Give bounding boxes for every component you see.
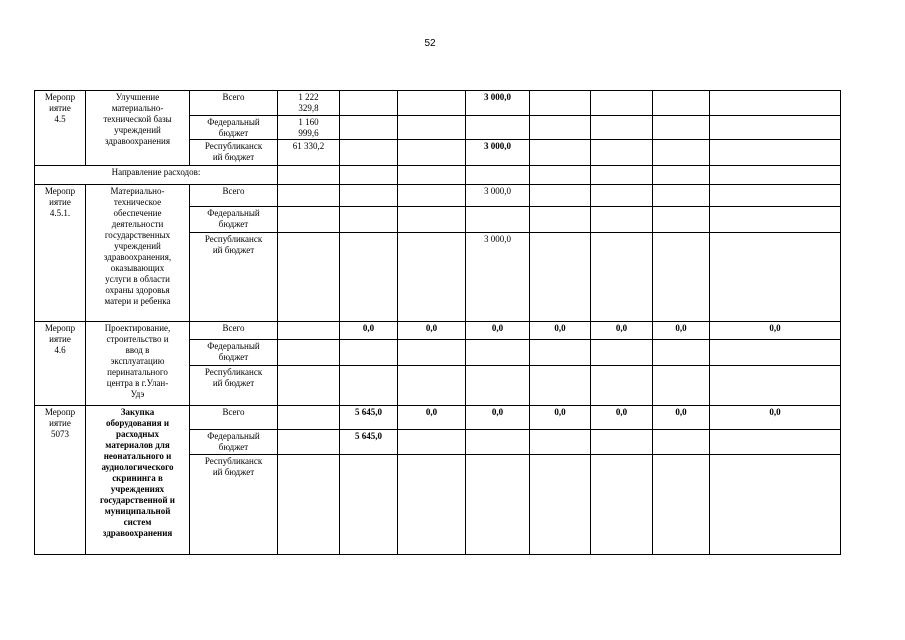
funding-source: Всего <box>190 185 278 207</box>
value-cell: 3 000,0 <box>466 233 530 322</box>
amount-cell: 61 330,2 <box>278 140 340 166</box>
funding-source: Республиканск ий бюджет <box>190 366 278 406</box>
page-number: 52 <box>424 38 436 49</box>
value-cell: 0,0 <box>530 322 591 340</box>
value-cell <box>466 207 530 233</box>
table-row <box>35 91 841 116</box>
measure-code: Меропр иятие 4.6 <box>35 322 86 406</box>
budget-table <box>34 90 841 555</box>
measure-code: Меропр иятие 4.5.1. <box>35 185 86 322</box>
amount-cell: 1 160 999,6 <box>278 116 340 140</box>
value-cell <box>466 116 530 140</box>
direction-label: Направление расходов: <box>35 166 278 185</box>
value-cell: 0,0 <box>466 406 530 430</box>
value-cell: 0,0 <box>398 406 466 430</box>
value-cell: 5 645,0 <box>340 430 398 455</box>
table-row <box>35 166 841 185</box>
funding-source: Всего <box>190 322 278 340</box>
value-cell: 3 000,0 <box>466 140 530 166</box>
table-row <box>35 406 841 430</box>
funding-source: Федеральный бюджет <box>190 207 278 233</box>
amount-cell: 1 222 329,8 <box>278 91 340 116</box>
value-cell: 0,0 <box>466 322 530 340</box>
funding-source: Федеральный бюджет <box>190 340 278 366</box>
value-cell: 0,0 <box>710 406 841 430</box>
value-cell: 5 645,0 <box>340 406 398 430</box>
measure-name: Закупка оборудования и расходных материалов для неонатального и аудиологического скрининга в учреждениях государственной и муниципальной систем здравоохранения <box>86 406 190 555</box>
value-cell: 3 000,0 <box>466 91 530 116</box>
value-cell: 0,0 <box>653 322 710 340</box>
funding-source: Всего <box>190 91 278 116</box>
funding-source: Федеральный бюджет <box>190 116 278 140</box>
measure-name: Проектирование, строительство и ввод в эксплуатацию перинатального центра в г.Улан- Удэ <box>86 322 190 406</box>
measure-name: Материально- техническое обеспечение деятельности государственных учреждений здравоохранения, оказывающих услуги в области охраны здоровья матери и ребенка <box>86 185 190 322</box>
value-cell: 0,0 <box>653 406 710 430</box>
value-cell: 0,0 <box>710 322 841 340</box>
value-cell: 0,0 <box>530 406 591 430</box>
measure-code: Меропр иятие 4.5 <box>35 91 86 166</box>
measure-name: Улучшение материально- технической базы учреждений здравоохранения <box>86 91 190 166</box>
table-row <box>35 185 841 207</box>
value-cell: 0,0 <box>398 322 466 340</box>
table-row <box>35 322 841 340</box>
funding-source: Всего <box>190 406 278 430</box>
funding-source: Республиканск ий бюджет <box>190 233 278 322</box>
value-cell: 0,0 <box>591 322 653 340</box>
value-cell: 0,0 <box>340 322 398 340</box>
funding-source: Федеральный бюджет <box>190 430 278 455</box>
value-cell: 3 000,0 <box>466 185 530 207</box>
measure-code: Меропр иятие 5073 <box>35 406 86 555</box>
funding-source: Республиканск ий бюджет <box>190 455 278 555</box>
funding-source: Республиканск ий бюджет <box>190 140 278 166</box>
value-cell: 0,0 <box>591 406 653 430</box>
